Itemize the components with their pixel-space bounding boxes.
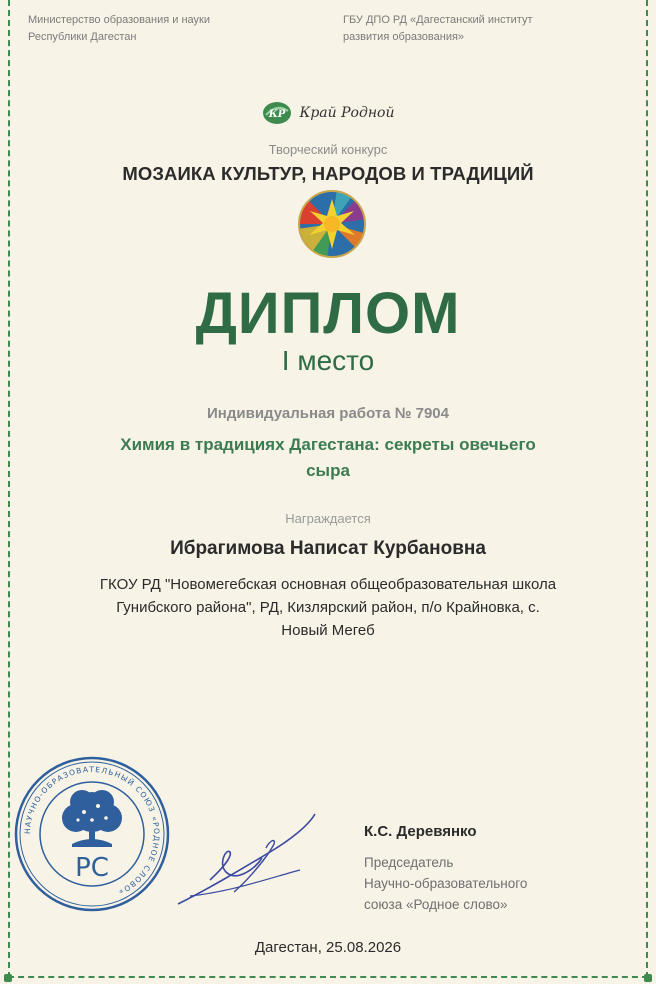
frame-corner-bottom-left <box>4 974 12 982</box>
recipient-name: Ибрагимова Написат Курбановна <box>170 538 486 559</box>
header-left-line: Министерство образования и науки <box>28 14 210 26</box>
work-title-line: Химия в традициях Дагестана: секреты овечьего <box>120 435 536 454</box>
work-number: Индивидуальная работа № 7904 <box>207 405 449 422</box>
brand-name: Край Родной <box>299 105 395 121</box>
place-label: I место <box>281 345 375 376</box>
header-right-line: ГБУ ДПО РД «Дагестанский институт <box>343 14 533 26</box>
signer-role-line: Председатель <box>364 855 454 870</box>
signer-name: К.С. Деревянко <box>364 823 477 840</box>
school-line: ГКОУ РД "Новомегебская основная общеобразовательная школа <box>99 576 557 593</box>
awarded-label: Награждается <box>285 511 371 526</box>
work-title-line: сыра <box>306 461 350 480</box>
school-info <box>0 573 656 642</box>
logo-letters: КР <box>268 109 285 120</box>
school-line: Гунибского района", РД, Кизлярский район, п/о Крайновка, с. <box>116 599 540 616</box>
brand <box>0 100 656 126</box>
diploma-title: ДИПЛОМ <box>195 281 461 346</box>
signer-role-line: союза «Родное слово» <box>364 897 508 912</box>
frame-corner-bottom-right <box>644 974 652 982</box>
signature <box>170 808 320 920</box>
place-date: Дагестан, 25.08.2026 <box>254 939 402 956</box>
header-right-line: развития образования» <box>343 31 465 43</box>
header-left-org <box>28 12 308 46</box>
header-left-line: Республики Дагестан <box>28 31 137 43</box>
school-line: Новый Мегеб <box>281 622 375 639</box>
signer-role <box>364 852 527 915</box>
contest-title: МОЗАИКА КУЛЬТУР, НАРОДОВ И ТРАДИЦИЙ <box>122 163 534 184</box>
signer-role-line: Научно-образовательного <box>364 876 528 891</box>
contest-label: Творческий конкурс <box>268 142 388 157</box>
seal-monogram: РС <box>75 853 109 883</box>
tree-seal-icon <box>12 754 172 914</box>
work-title <box>0 432 656 484</box>
kr-logo-icon <box>262 101 292 125</box>
header-right-org <box>343 12 633 46</box>
seal-ring-text: НАУЧНО-ОБРАЗОВАТЕЛЬНЫЙ СОЮЗ «РОДНОЕ СЛОВО» <box>22 764 162 898</box>
sun-mosaic-icon <box>297 189 367 259</box>
